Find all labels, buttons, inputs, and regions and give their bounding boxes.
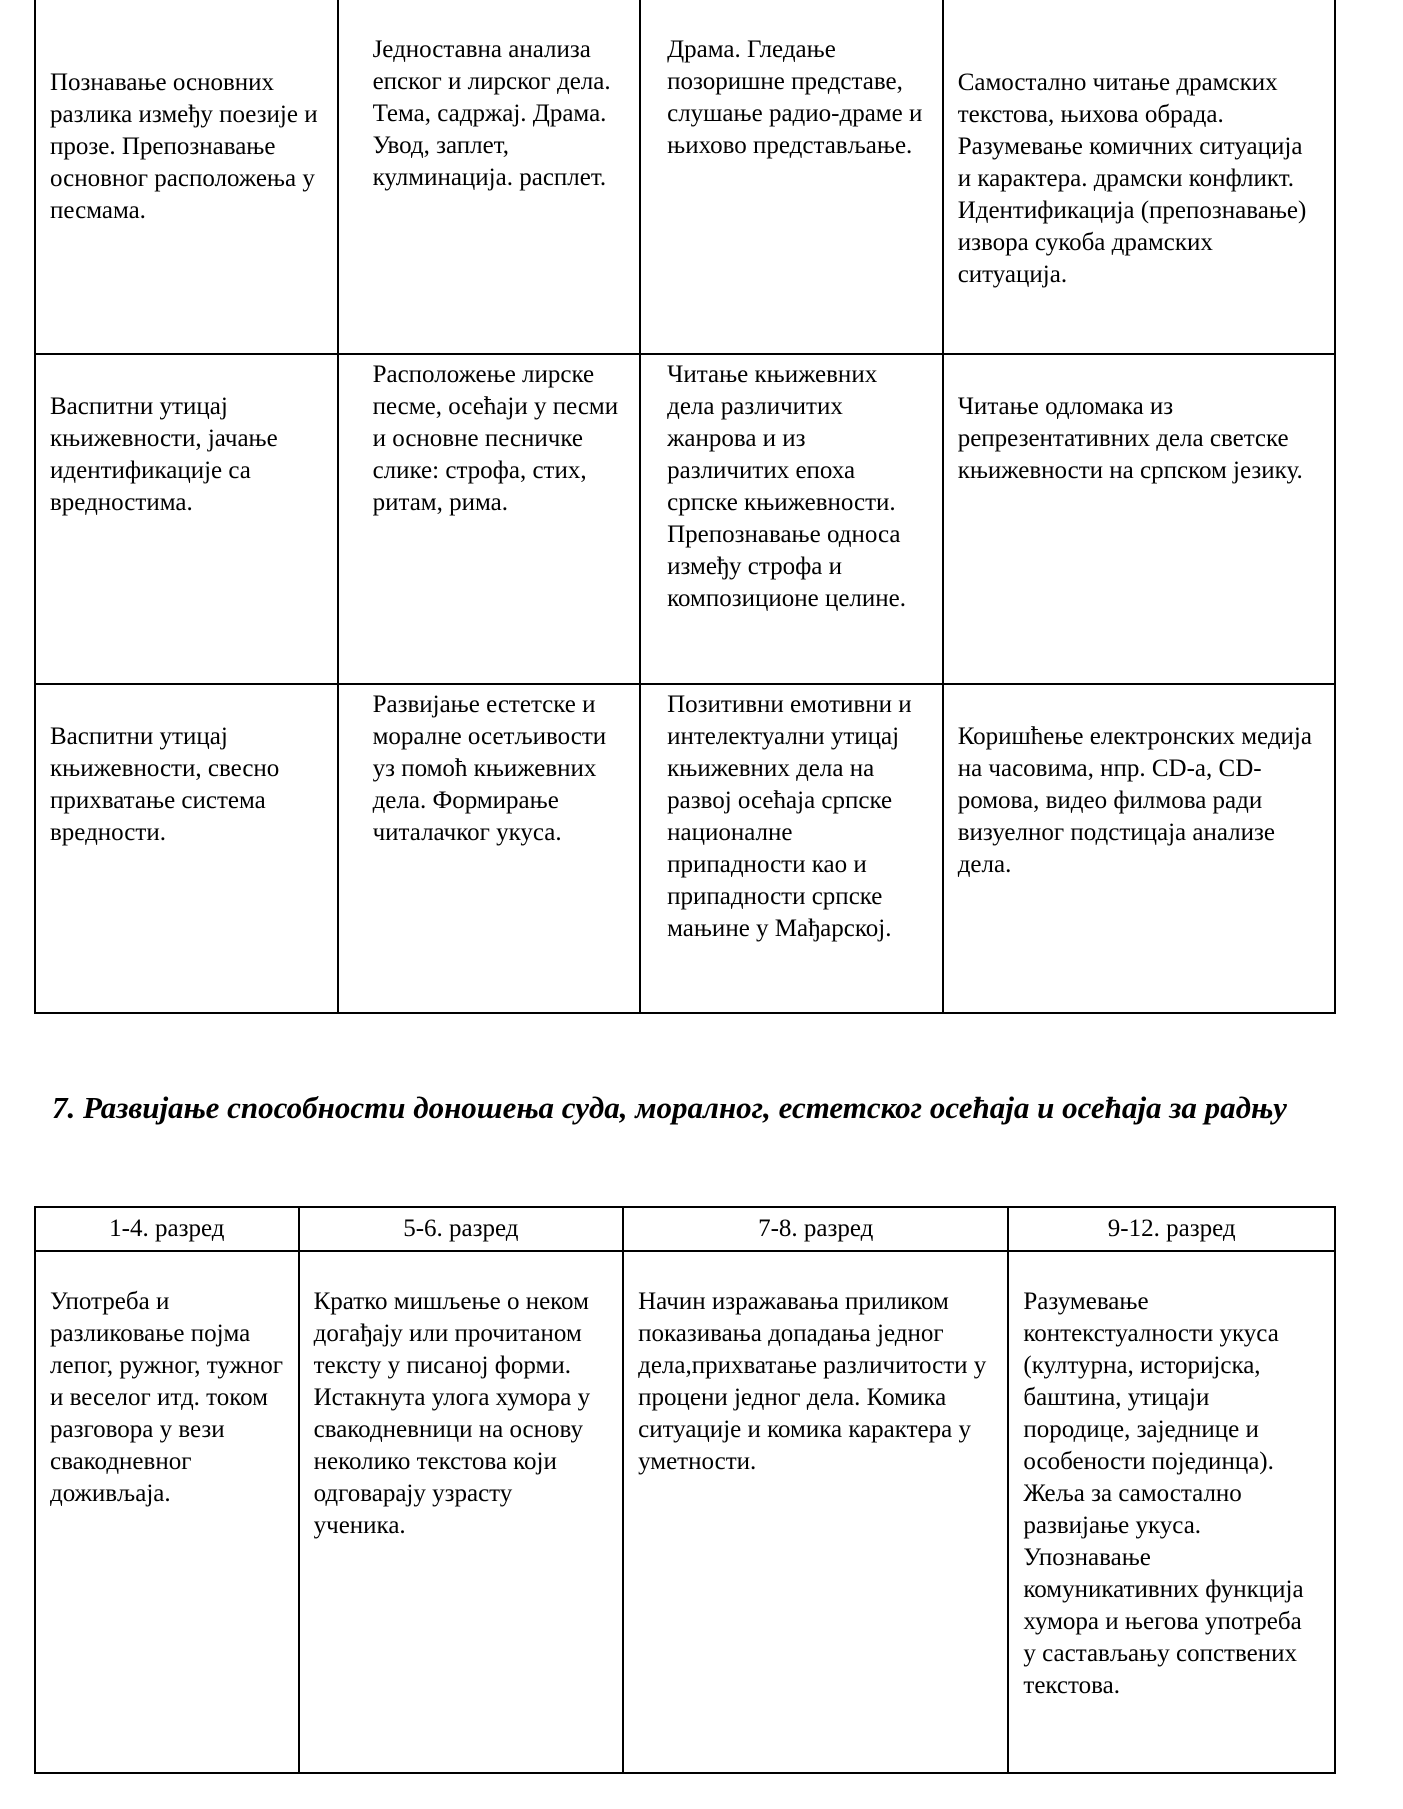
cell-col1: Васпитни утицај књижевности, свесно прихватање система вредности.: [35, 684, 338, 1013]
cell-col1: Познавање основних разлика између поезије и прозе. Препознавање основног расположења у песмама.: [35, 0, 338, 354]
cell-col2: Кратко мишљење о неком догађају или прочитаном тексту у писаној форми. Истакнута улога хумора у свакодневници на основу неколико текстова који одговарају узрасту ученика.: [299, 1251, 623, 1773]
cell-col4: Читање одломака из репрезентативних дела светске књижевности на српском језику.: [943, 354, 1335, 684]
cell-col3: Драма. Гледање позоришне представе, слушање радио-драме и њихово представљање.: [640, 0, 943, 354]
cell-col4: Коришћење електронских медија на часовима, нпр. CD-a, CD-ромова, видео филмова ради визуелног подстицаја анализе дела.: [943, 684, 1335, 1013]
cell-col2: Расположење лирске песме, осећаји у песми и основне песничке слике: строфа, стих, ритам, рима.: [338, 354, 641, 684]
table-row: [35, 0, 1335, 354]
curriculum-table-top: [34, 0, 1336, 1014]
column-header: 1-4. разред: [35, 1207, 299, 1251]
cell-col3: Позитивни емотивни и интелектуални утицај књижевних дела на развој осећаја српске националне припадности као и припадности српске мањине у Мађарској.: [640, 684, 943, 1013]
cell-col1: Васпитни утицај књижевности, јачање идентификације са вредностима.: [35, 354, 338, 684]
cell-col4: Самостално читање драмских текстова, њихова обрада. Разумевање комичних ситуација и карактера. драмски конфликт. Идентификација (препознавање) извора сукоба драмских ситуација.: [943, 0, 1335, 354]
cell-col2: Развијање естетске и моралне осетљивости уз помоћ књижевних дела. Формирање читалачког укуса.: [338, 684, 641, 1013]
column-header: 7-8. разред: [623, 1207, 1008, 1251]
cell-col4: Разумевање контекстуалности укуса (културна, историјска, баштина, утицаји породице, заједнице и особености појединца). Жеља за самостално развијање укуса. Упознавање комуникативних функција хумора и његова употреба у састављању сопствених текстова.: [1008, 1251, 1335, 1773]
cell-col3: Читање књижевних дела различитих жанрова и из различитих епоха српске књижевности. Препознавање односа између строфа и композиционе целине.: [640, 354, 943, 684]
table-row: [35, 1251, 1335, 1773]
cell-col2: Једноставна анализа епског и лирског дела. Тема, садржај. Драма. Увод, заплет, кулминација. расплет.: [338, 0, 641, 354]
table-row: [35, 684, 1335, 1013]
column-header: 5-6. разред: [299, 1207, 623, 1251]
table-row: [35, 354, 1335, 684]
table-header-row: [35, 1207, 1335, 1251]
cell-col1: Употреба и разликовање појма лепог, ружног, тужног и веселог итд. током разговора у вези свакодневног доживљаја.: [35, 1251, 299, 1773]
cell-col3: Начин изражавања приликом показивања допадања једног дела,прихватање различитости у процени једног дела. Комика ситуације и комика карактера у уметности.: [623, 1251, 1008, 1773]
section-heading: 7. Развијање способности доношења суда, моралног, естетског осећаја и осећаја за радњу: [52, 1090, 1287, 1125]
curriculum-table-bottom: [34, 1206, 1336, 1774]
column-header: 9-12. разред: [1008, 1207, 1335, 1251]
